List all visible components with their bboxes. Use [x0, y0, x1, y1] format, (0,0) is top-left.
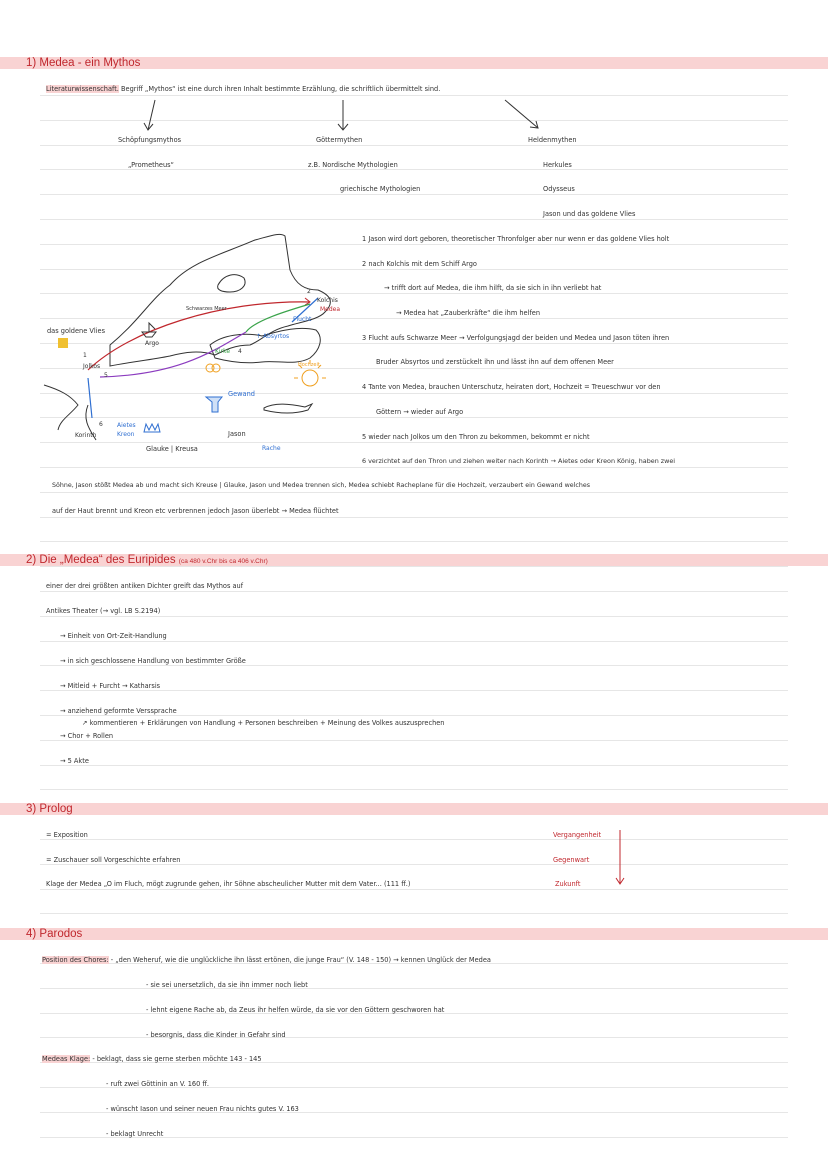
heading-highlight: [0, 928, 828, 940]
point-3-cont: Bruder Absyrtos und zerstückelt ihn und lässt ihn auf dem offenen Meer: [376, 358, 614, 366]
klage-line: - beklagt Unrecht: [106, 1130, 164, 1138]
map-label-absyrtos: ↑ Absyrtos: [256, 333, 290, 340]
position-line: Position des Chores: - „den Weheruf, wie die unglückliche ihn lässt ertönen, die junge Frau“ (V. 148 - 150) → kennen Unglück der Medea: [42, 956, 491, 964]
map-label-jolkos: Jolkos: [83, 363, 101, 370]
map-label-rache: Rache: [262, 445, 281, 452]
point-number: 3: [362, 334, 367, 342]
section2-line: → Chor + Rollen: [60, 732, 114, 740]
map-label-hochzeit: Hochzeit: [298, 362, 320, 368]
position-label: Position des Chores:: [42, 956, 109, 964]
point-number: 1: [362, 235, 367, 243]
col3-item: Odysseus: [543, 185, 575, 193]
position-line: - besorgnis, dass die Kinder in Gefahr sind: [146, 1031, 286, 1039]
timeline-label: Zukunft: [555, 880, 581, 888]
point-number: 2: [362, 260, 367, 268]
map-label-flucht: Flucht: [293, 316, 312, 323]
section2-line: → in sich geschlossene Handlung von bestimmter Größe: [60, 657, 246, 665]
map-number: 6: [99, 421, 103, 428]
section2-title: 2) Die „Medea“ des Euripides (ca 480 v.Chr bis ca 406 v.Chr): [26, 554, 268, 566]
section1-title: 1) Medea - ein Mythos: [26, 57, 141, 69]
col1-head: Schöpfungsmythos: [118, 136, 182, 144]
section4-title: 4) Parodos: [26, 928, 83, 940]
point-1: 1 Jason wird dort geboren, theoretischer Thronfolger aber nur wenn er das goldene Vlies holt: [362, 235, 670, 243]
section2-line: → 5 Akte: [60, 757, 89, 765]
klage-line: Medeas Klage: - beklagt, dass sie gerne sterben möchte 143 - 145: [42, 1055, 262, 1063]
section2-line: → Mitleid + Furcht → Katharsis: [60, 682, 161, 690]
klage-line: - wünscht Iason und seiner neuen Frau nichts gutes V. 163: [106, 1105, 299, 1113]
section2-line: Antikes Theater (→ vgl. LB S.2194): [46, 607, 161, 615]
map-number: 1: [83, 352, 87, 359]
continuation-line: auf der Haut brennt und Kreon etc verbrennen jedoch Jason überlebt → Medea flüchtet: [52, 507, 339, 515]
timeline-label: Vergangenheit: [553, 831, 602, 839]
point-4: 4 Tante von Medea, brauchen Unterschutz, heiraten dort, Hochzeit = Treueschwur vor den: [362, 383, 661, 391]
col2-item: z.B. Nordische Mythologien: [308, 161, 398, 169]
section3-line: Klage der Medea „O im Fluch, mögt zugrunde gehen, ihr Söhne abscheulicher Mutter mit dem Vater... (111 ff.): [46, 880, 411, 888]
map-label-aietes: Aietes: [117, 422, 136, 429]
map-label-golden-fleece: das goldene Vlies: [47, 327, 106, 335]
section3-line: = Exposition: [46, 831, 88, 839]
section3-line: = Zuschauer soll Vorgeschichte erfahren: [46, 856, 181, 864]
map-number: 2: [307, 288, 311, 295]
col1-item: „Prometheus“: [128, 161, 174, 169]
map-number: 4: [238, 348, 242, 355]
map-label-sea: Schwarzes Meer: [186, 306, 227, 312]
section2-line: → anziehend geformte Verssprache: [60, 707, 177, 715]
section2-line: ↗ kommentieren + Erklärungen von Handlung + Personen beschreiben + Meinung des Volkes auszusprechen: [82, 719, 445, 727]
definition-label: Literaturwissenschaft.: [46, 85, 119, 93]
point-3: 3 Flucht aufs Schwarze Meer → Verfolgungsjagd der beiden und Medea und Jason töten ihren: [362, 334, 670, 342]
section2-line: → Einheit von Ort-Zeit-Handlung: [60, 632, 167, 640]
point-4-cont: Göttern → wieder auf Argo: [376, 408, 464, 416]
klage-label: Medeas Klage:: [42, 1055, 91, 1063]
section2-line: einer der drei größten antiken Dichter greift das Mythos auf: [46, 582, 244, 590]
col3-item: Herkules: [543, 161, 572, 169]
position-line: - lehnt eigene Rache ab, da Zeus ihr helfen würde, da sie vor den Göttern geschworen hat: [146, 1006, 445, 1014]
map-label-jason: Jason: [228, 430, 246, 438]
point-number: 5: [362, 433, 367, 441]
position-line: - sie sei unersetzlich, da sie ihn immer noch liebt: [146, 981, 308, 989]
section3-title: 3) Prolog: [26, 803, 73, 815]
point-2: 2 nach Kolchis mit dem Schiff Argo: [362, 260, 477, 268]
col2-head: Göttermythen: [316, 136, 363, 144]
section2-title-note: (ca 480 v.Chr bis ca 406 v.Chr): [178, 558, 268, 565]
klage-line: - ruft zwei Göttinin an V. 160 ff.: [106, 1080, 210, 1088]
map-label-argo: Argo: [145, 340, 159, 347]
col2-item: griechische Mythologien: [340, 185, 421, 193]
col3-item: Jason und das goldene Vlies: [543, 210, 636, 218]
definition-text: Begriff „Mythos“ ist eine durch ihren Inhalt bestimmte Erzählung, die schriftlich übermittelt sind.: [120, 85, 441, 93]
timeline-label: Gegenwart: [553, 856, 590, 864]
map-label-kreon: Kreon: [117, 431, 135, 438]
col3-head: Heldenmythen: [528, 136, 577, 144]
map-label-glauke: Glauke | Kreusa: [146, 445, 198, 453]
point-6: 6 verzichtet auf den Thron und ziehen weiter nach Korinth → Aietes oder Kreon König, haben zwei: [362, 457, 676, 465]
continuation-line: Söhne, Jason stößt Medea ab und macht sich Kreuse | Glauke, Jason und Medea trennen sich, Medea schiebt Racheplane für die Hochzeit, verzaubert ein Gewand welches: [52, 482, 590, 489]
map-number: 5: [104, 372, 108, 379]
map-label-kolchis: Kolchis: [317, 297, 338, 304]
map-label-medea: Medea: [320, 306, 341, 313]
point-number: 6: [362, 457, 367, 465]
point-5: 5 wieder nach Jolkos um den Thron zu bekommen, bekommt er nicht: [362, 433, 590, 441]
map-label-korinth: Korinth: [75, 432, 97, 439]
point-2-sub: → trifft dort auf Medea, die ihm hilft, da sie sich in ihn verliebt hat: [384, 284, 602, 292]
map-label-kirke: Kirke: [215, 348, 231, 355]
point-number: 4: [362, 383, 367, 391]
map-label-gewand: Gewand: [228, 390, 255, 398]
point-2-sub: → Medea hat „Zauberkräfte“ die ihm helfen: [396, 309, 541, 317]
